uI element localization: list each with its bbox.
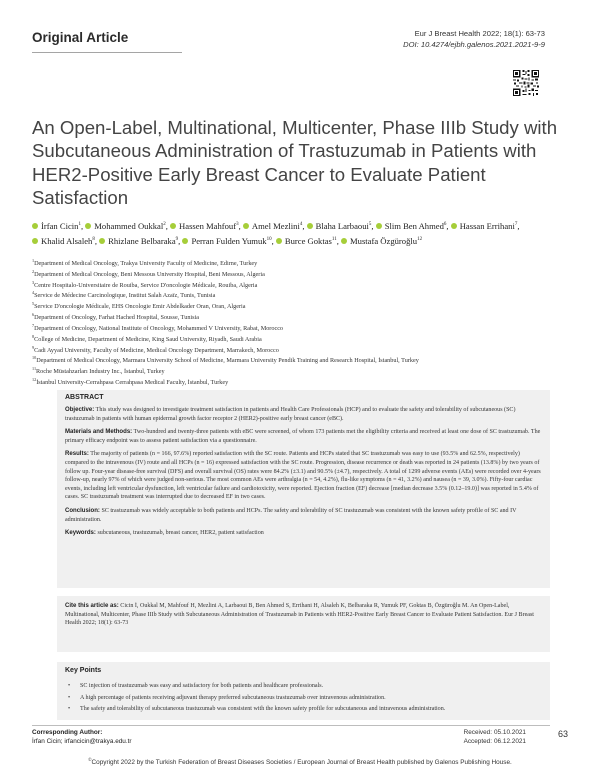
- affiliation-item: [32, 300, 572, 311]
- affiliation-number: 12: [32, 376, 37, 382]
- affiliation-item: [32, 279, 572, 290]
- author-affiliation-number: 7: [514, 222, 518, 227]
- accepted-label: Accepted:: [463, 738, 492, 745]
- affiliation-item: [32, 268, 572, 279]
- author-entry: [182, 236, 271, 246]
- affiliation-text: Centre Hospitalo-Universitaire de Rouiba, Service D'oncologie Médicale, Rouiba, Algeria: [34, 281, 258, 289]
- orcid-icon[interactable]: [341, 238, 347, 244]
- author-entry: [32, 236, 95, 246]
- affiliation-text: College of Medicine, Department of Medicine, King Saud University, Riyadh, Saudi Arabia: [34, 335, 262, 343]
- orcid-icon[interactable]: [182, 238, 188, 244]
- author-affiliation-number: 2: [163, 222, 166, 227]
- affiliation-number: 11: [32, 366, 37, 372]
- article-type-label: Original Article: [32, 30, 129, 45]
- accepted-date: 06.12.2021: [494, 738, 526, 745]
- author-entry: [170, 221, 239, 231]
- received-label: Received:: [463, 729, 492, 736]
- affiliation-number: 9: [32, 344, 35, 350]
- key-point-item: • SC injection of trastuzumab was easy and satisfactory for both patients and healthcare professionals.: [65, 681, 543, 693]
- author-name: Khalid Alsaleh: [41, 235, 93, 246]
- received-date: 05.10.2021: [494, 729, 526, 736]
- affiliation-number: 5: [32, 301, 35, 307]
- affiliation-item: [32, 322, 572, 333]
- author-affiliation-number: 4: [299, 222, 303, 227]
- orcid-icon[interactable]: [451, 223, 457, 229]
- affiliation-text: Department of Medical Oncology, Beni Messous University Hospital, Beni Messous, Algeria: [34, 270, 265, 278]
- journal-info: [403, 28, 545, 50]
- author-entry: [307, 221, 372, 231]
- affiliation-text: Department of Medical Oncology, Trakya University Faculty of Medicine, Edirne, Turkey: [34, 260, 258, 268]
- affiliation-text: Service D'oncologie Médicale, EHS Oncologie Emir Abdelkader Oran, Oran, Algeria: [34, 303, 246, 311]
- author-name: Mohammed Oukkal: [94, 220, 164, 231]
- abstract-keywords: [65, 529, 543, 538]
- author-name: Rhizlane Belbaraka: [108, 235, 176, 246]
- affiliation-item: [32, 333, 572, 344]
- orcid-icon[interactable]: [307, 223, 313, 229]
- author-entry: [341, 236, 422, 246]
- affiliation-text: Roche Müstahzarları Industry Inc., İstanbul, Turkey: [36, 368, 165, 376]
- corresponding-author-label: Corresponding Author:: [32, 729, 103, 736]
- affiliation-number: 8: [32, 333, 35, 339]
- author-entry: [276, 236, 337, 246]
- results-label: Results:: [65, 451, 89, 458]
- page-number: 63: [558, 729, 569, 739]
- affiliation-list: [32, 257, 572, 387]
- key-points-heading: Key Points: [65, 667, 102, 674]
- conclusion-text: SC trastuzumab was widely acceptable to both patients and HCPs. The safety and tolerability of SC trastuzumab was consistent with the known safety profile of SC and IV administration.: [65, 507, 517, 523]
- author-entry: [85, 221, 165, 231]
- orcid-icon[interactable]: [276, 238, 282, 244]
- affiliation-item: [32, 376, 572, 387]
- affiliation-text: Department of Medical Oncology, Marmara University School of Medicine, Marmara University Pendik Training and Research Hospital, İstanbul, Turkey: [36, 357, 419, 365]
- cite-text: Cicin İ, Oukkal M, Mahfouf H, Mezlini A, Larbaoui B, Ben Ahmed S, Errihani H, Alsaleh K, Belbaraka R, Yumuk PF, Goktas B, Özgüroğlu M. An Open-Label, Multinational, Multicenter, Phase IIIb Study with Subcutaneous Administration of Trastuzumab in Patients with HER2-Positive Early Breast Cancer to Evaluate Patient Satisfaction. Eur J Breast Health 2022; 18(1): 63-73: [65, 603, 534, 627]
- author-affiliation-number: 11: [331, 236, 337, 242]
- affiliation-number: 7: [32, 322, 35, 328]
- author-affiliation-number: 8: [92, 236, 95, 242]
- orcid-icon[interactable]: [243, 223, 249, 229]
- abstract-heading: ABSTRACT: [65, 394, 104, 401]
- qr-code-icon[interactable]: [513, 70, 539, 96]
- abstract-results: [65, 450, 543, 502]
- author-affiliation-number: 10: [266, 236, 272, 242]
- author-name: Hassen Mahfouf: [179, 220, 237, 231]
- affiliation-item: [32, 257, 572, 268]
- author-name: Blaha Larbaoui: [315, 220, 369, 231]
- author-entry: [376, 221, 447, 231]
- objective-text: This study was designed to investigate treatment satisfaction in patients and Health Care Professionals (HCP) and to evaluate the safety and tolerability of subcutaneous (SC) trastuzumab in patients with human epidermal growth factor receptor 2 (HER2)-positive early breast cancer (eBC).: [65, 407, 516, 422]
- affiliation-item: [32, 289, 572, 300]
- journal-citation-line: Eur J Breast Health 2022; 18(1): 63-73: [414, 29, 545, 38]
- author-entry: [451, 221, 518, 231]
- author-name: Hassan Errihani: [459, 220, 515, 231]
- author-name: Slim Ben Ahmed: [384, 220, 444, 231]
- copyright-symbol: ©: [88, 757, 92, 762]
- author-affiliation-number: 12: [417, 236, 423, 242]
- affiliation-number: 6: [32, 312, 35, 318]
- corresponding-author: [32, 728, 132, 746]
- affiliation-item: [32, 311, 572, 322]
- author-affiliation-number: 5: [368, 222, 372, 227]
- key-point-item: • A high percentage of patients receiving adjuvant therapy preferred subcutaneous trastuzumab over intravenous administration.: [65, 693, 543, 705]
- author-name: Burce Goktas: [284, 235, 332, 246]
- copyright-text: Copyright 2022 by the Turkish Federation of Breast Diseases Societies / European Journal of Breast Health published by Galenos Publishing House.: [91, 759, 512, 767]
- author-affiliation-number: 6: [443, 222, 447, 227]
- author-entry: [243, 221, 302, 231]
- article-title: An Open-Label, Multinational, Multicenter, Phase IIIb Study with Subcutaneous Administration of Trastuzumab in Patients with HER2-Positive Early Breast Cancer to Evaluate Patient Satisfaction: [32, 117, 558, 209]
- orcid-icon[interactable]: [85, 223, 91, 229]
- key-points-list: [65, 681, 543, 716]
- received-accepted-dates: [430, 728, 537, 746]
- cite-block: [65, 602, 543, 628]
- orcid-icon[interactable]: [99, 238, 105, 244]
- orcid-icon[interactable]: [376, 223, 382, 229]
- author-entry: [99, 236, 178, 246]
- orcid-icon[interactable]: [32, 238, 38, 244]
- affiliation-item: [32, 344, 572, 355]
- affiliation-number: 1: [32, 258, 35, 263]
- footer-divider: [32, 725, 550, 726]
- affiliation-number: 4: [32, 290, 35, 296]
- author-affiliation-number: 9: [175, 236, 179, 242]
- abstract-body: [65, 406, 543, 543]
- affiliation-number: 3: [32, 279, 35, 285]
- results-text: The majority of patients (n = 166, 97.6%) reported satisfaction with the SC route. Patients and HCPs stated that SC trastuzumab was easy to use (93.5% and 62.5%, respectively) compared to the intravenous (IV) route and all HCPs (n = 16) expressed satisfaction with the SC route. Progression, disease recurrence or death was reported in 24 patients (13.8%) by two years of follow up. Four-year disease-free survival (DFS) and overall survival (OS) rates were 84.2% (±3.1) and 90.5% (±4.7), respectively. A total of 1299 adverse events (AEs) were recorded over 4-years follow-up, nearly 97% of which were judged non-serious. The most common AEs were arthralgia (n = 54, 4.2%), flu-like symptoms (n = 41, 3.2%) and nausea (n = 39, 3.0%). Fifty-four cardiac events, including left ventricular dysfunction, left ventricular failure and cardiotoxicity, were reported. Ejection fraction (EF) decrease [median decrease 3.5% (0.12–19.0)] was reported in 5.4% of cases. SC trastuzumab treatment was interrupted due to decreased EF in two cases.: [65, 451, 541, 501]
- author-entry: [32, 221, 81, 231]
- affiliation-text: Department of Oncology, National Institute of Oncology, Mohammed V University, Rabat, Morocco: [34, 324, 284, 332]
- author-affiliation-number: 3: [236, 222, 239, 227]
- affiliation-number: 10: [32, 355, 37, 361]
- abstract-conclusion: [65, 507, 543, 524]
- cite-label: Cite this article as:: [65, 603, 119, 609]
- header-divider: [32, 52, 182, 53]
- abstract-methods: [65, 428, 543, 445]
- author-list: İrfan Cicin$^1$, Mohammed Oukkal$^2$, Hassen Mahfouf$^3$, Amel Mezlini$^4$, Blaha Larbaoui$^5$, Slim Ben Ahmed$^6$, Hassan Errihani$^7$, Khalid Alsaleh$^8$, Rhizlane Belbaraka$^9$, Perran Fulden Yumuk$^{10}$, Burce Goktas$^{11}$, Mustafa Özgüroğlu$^{12}$: [32, 218, 572, 248]
- affiliation-text: Cadi Ayyad University, Faculty of Medicine, Medical Oncology Department, Marrakech, Morocco: [34, 346, 279, 354]
- affiliation-text: Department of Oncology, Farhat Hached Hospital, Sousse, Tunisia: [34, 314, 200, 322]
- affiliation-text: Service de Médecine Carcinologique, Institut Salah Azaïz, Tunis, Tunisia: [34, 292, 216, 300]
- affiliation-number: 2: [32, 268, 35, 274]
- corresponding-author-contact[interactable]: İrfan Cicin; irfancicin@trakya.edu.tr: [32, 738, 132, 745]
- author-name: Perran Fulden Yumuk: [191, 235, 267, 246]
- objective-label: Objective:: [65, 407, 95, 413]
- methods-text: Two-hundred and twenty-three patients with eBC were screened, of whom 173 patients met the eligibility criteria and received at least one dose of SC trastuzumab. The primary efficacy endpoint was to assess patient satisfaction via a questionnaire.: [65, 429, 541, 444]
- affiliation-text: İstanbul University-Cerrahpasa Cerrahpasa Medical Faculty, İstanbul, Turkey: [36, 379, 229, 386]
- author-name: Mustafa Özgüroğlu: [350, 235, 418, 246]
- orcid-icon[interactable]: [170, 223, 176, 229]
- author-name: İrfan Cicin: [41, 220, 79, 231]
- keywords-label: Keywords:: [65, 530, 96, 537]
- orcid-icon[interactable]: [32, 223, 38, 229]
- affiliation-item: [32, 365, 572, 376]
- author-affiliation-number: 1: [78, 222, 81, 227]
- methods-label: Materials and Methods:: [65, 429, 133, 436]
- conclusion-label: Conclusion:: [65, 507, 100, 514]
- doi-link[interactable]: DOI: 10.4274/ejbh.galenos.2021.2021-9-9: [403, 40, 545, 49]
- abstract-objective: [65, 406, 543, 423]
- key-point-item: • The safety and tolerability of subcutaneous trastuzumab was consistent with the known safety profile for subcutaneous and intravenous administration.: [65, 704, 543, 716]
- affiliation-item: [32, 354, 572, 365]
- author-name: Amel Mezlini: [251, 220, 300, 231]
- copyright-line: [0, 757, 600, 766]
- keywords-text: subcutaneous, trastuzumab, breast cancer, HER2, patient satisfaction: [97, 530, 264, 537]
